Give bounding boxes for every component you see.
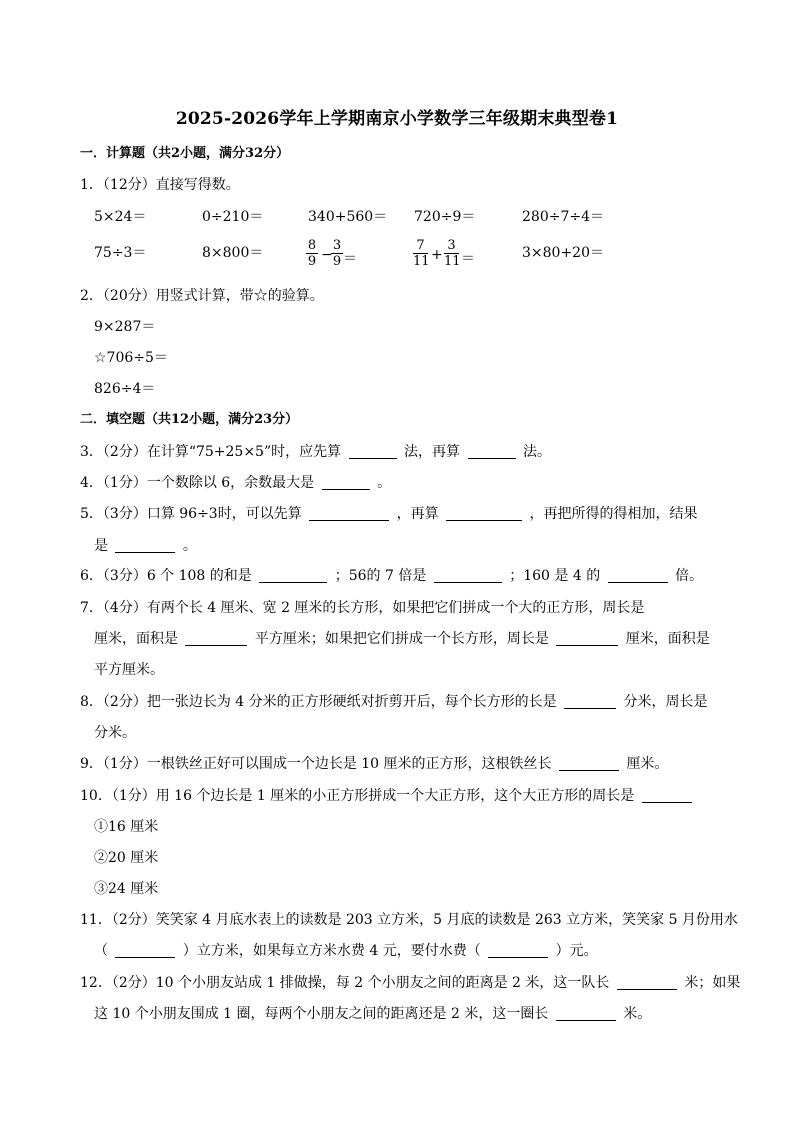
fraction — [306, 238, 318, 269]
q1-item: 8×800＝ — [202, 245, 264, 261]
question-7-continued — [94, 629, 710, 649]
q2-item: 826÷4＝ — [94, 381, 156, 397]
question-3 — [80, 442, 551, 462]
answer-blank[interactable] — [617, 975, 677, 990]
answer-blank[interactable] — [488, 943, 548, 958]
question-11-continued — [94, 941, 598, 961]
answer-blank[interactable] — [559, 756, 619, 771]
question-5 — [80, 504, 698, 524]
question-text: 厘米。 — [626, 756, 669, 772]
question-text: 5．（3分）口算 96÷3时，可以先算 — [80, 506, 302, 522]
question-12 — [80, 973, 740, 993]
option-1[interactable]: ①16 厘米 — [94, 819, 159, 835]
question-12-continued — [94, 1004, 651, 1024]
equals-sign: ＝ — [343, 251, 357, 267]
question-6 — [80, 566, 703, 586]
equals-sign: ＝ — [461, 251, 475, 267]
fraction — [331, 238, 343, 269]
question-text: 是 — [94, 538, 108, 554]
question-text: 倍。 — [675, 568, 704, 584]
fraction-numerator: 7 — [416, 238, 425, 253]
question-5-continued — [94, 536, 197, 556]
answer-blank[interactable] — [349, 444, 397, 459]
question-text: 8．（2分）把一张边长为 4 分米的正方形硬纸对折剪开后，每个长方形的长是 — [80, 694, 557, 710]
question-text: 法。 — [522, 444, 551, 460]
q1-item: 5×24＝ — [94, 209, 147, 225]
answer-blank[interactable] — [446, 506, 522, 521]
question-text: 这 10 个小朋友围成 1 圈，每两个小朋友之间的距离还是 2 米，这一圈长 — [94, 1006, 549, 1022]
question-8 — [80, 692, 708, 712]
question-text: 6．（3分）6 个 108 的和是 — [80, 568, 252, 584]
answer-blank[interactable] — [309, 506, 389, 521]
question-text: 平方厘米；如果把它们拼成一个长方形，周长是 — [254, 631, 549, 647]
question-text: （ — [94, 943, 108, 959]
option-2[interactable]: ②20 厘米 — [94, 850, 159, 866]
answer-blank[interactable] — [115, 943, 175, 958]
fraction-denominator: 9 — [307, 254, 317, 269]
answer-blank[interactable] — [185, 631, 247, 646]
plus-sign: + — [431, 247, 443, 263]
page-title: 2025-2026学年上学期南京小学数学三年级期末典型卷1 — [175, 109, 619, 129]
answer-blank[interactable] — [115, 538, 175, 553]
question-text: 厘米，面积是 — [94, 631, 178, 647]
question-10 — [80, 786, 695, 806]
q1-item: 720÷9＝ — [414, 209, 476, 225]
question-7-continued: 平方厘米。 — [94, 662, 164, 678]
q1-stem: 1．（12分）直接写得数。 — [80, 177, 240, 193]
question-text: 。 — [377, 475, 392, 491]
question-text: ）立方米，如果每立方米水费 4 元，要付水费（ — [182, 943, 481, 959]
answer-blank[interactable] — [608, 568, 668, 583]
fraction — [413, 238, 428, 269]
q2-item: ☆706÷5＝ — [94, 350, 168, 366]
question-8-continued: 分米。 — [94, 725, 136, 741]
section-heading-fill: 二．填空题（共12小题，满分23分） — [80, 412, 299, 427]
q1-item: 280÷7÷4＝ — [522, 209, 604, 225]
question-text: 4．（1分）一个数除以 6，余数最大是 — [80, 475, 315, 491]
fraction-denominator: 9 — [332, 254, 342, 269]
question-text: ）元。 — [555, 943, 598, 959]
q1-item: 75÷3＝ — [94, 245, 147, 261]
answer-blank[interactable] — [468, 444, 516, 459]
answer-blank[interactable] — [556, 1006, 616, 1021]
question-text: 米；如果 — [684, 975, 741, 991]
fraction-denominator: 11 — [413, 254, 430, 269]
answer-blank[interactable] — [556, 631, 618, 646]
question-9 — [80, 754, 668, 774]
question-text: ；160 是 4 的 — [509, 568, 601, 584]
section-heading-calc: 一．计算题（共2小题，满分32分） — [80, 146, 290, 161]
q1-item: 3×80+20＝ — [522, 245, 604, 261]
question-text: 分米，周长是 — [623, 694, 708, 710]
question-text: 10．（1分）用 16 个边长是 1 厘米的小正方形拼成一个大正方形，这个大正方形的周长是 — [80, 788, 635, 804]
question-text: ；56的 7 倍是 — [334, 568, 427, 584]
q1-item: 0÷210＝ — [202, 209, 264, 225]
question-text: 。 — [182, 538, 197, 554]
question-4 — [80, 473, 391, 493]
question-11: 11．（2分）笑笑家 4 月底水表上的读数是 203 立方米，5 月底的读数是 263 立方米，笑笑家 5 月份用水 — [80, 912, 738, 928]
question-7: 7．（4分）有两个长 4 厘米、宽 2 厘米的长方形，如果把它们拼成一个大的正方形，周长是 — [80, 600, 645, 616]
question-text: ，再算 — [396, 506, 439, 522]
question-text: 12．（2分）10 个小朋友站成 1 排做操，每 2 个小朋友之间的距离是 2 米，这一队长 — [80, 975, 610, 991]
answer-blank[interactable] — [642, 788, 692, 803]
fraction-numerator: 3 — [447, 238, 456, 253]
answer-blank[interactable] — [564, 694, 616, 709]
question-text: 米。 — [623, 1006, 652, 1022]
q1-item: 340+560＝ — [308, 209, 388, 225]
question-text: 9．（1分）一根铁丝正好可以围成一个边长是 10 厘米的正方形，这根铁丝长 — [80, 756, 552, 772]
q2-item: 9×287＝ — [94, 319, 156, 335]
option-3[interactable]: ③24 厘米 — [94, 881, 159, 897]
question-text: 法，再算 — [404, 444, 461, 460]
question-text: 3．（2分）在计算“75+25×5”时，应先算 — [80, 444, 342, 460]
answer-blank[interactable] — [322, 475, 370, 490]
fraction-denominator: 11 — [444, 254, 461, 269]
fraction-numerator: 8 — [307, 238, 317, 253]
question-text: 厘米，面积是 — [625, 631, 710, 647]
q2-stem: 2．（20分）用竖式计算，带☆的验算。 — [80, 288, 324, 304]
fraction-numerator: 3 — [332, 238, 342, 253]
fraction — [444, 238, 459, 269]
answer-blank[interactable] — [259, 568, 327, 583]
question-text: ，再把所得的得相加，结果 — [529, 506, 698, 522]
minus-sign: − — [321, 247, 333, 263]
answer-blank[interactable] — [434, 568, 502, 583]
